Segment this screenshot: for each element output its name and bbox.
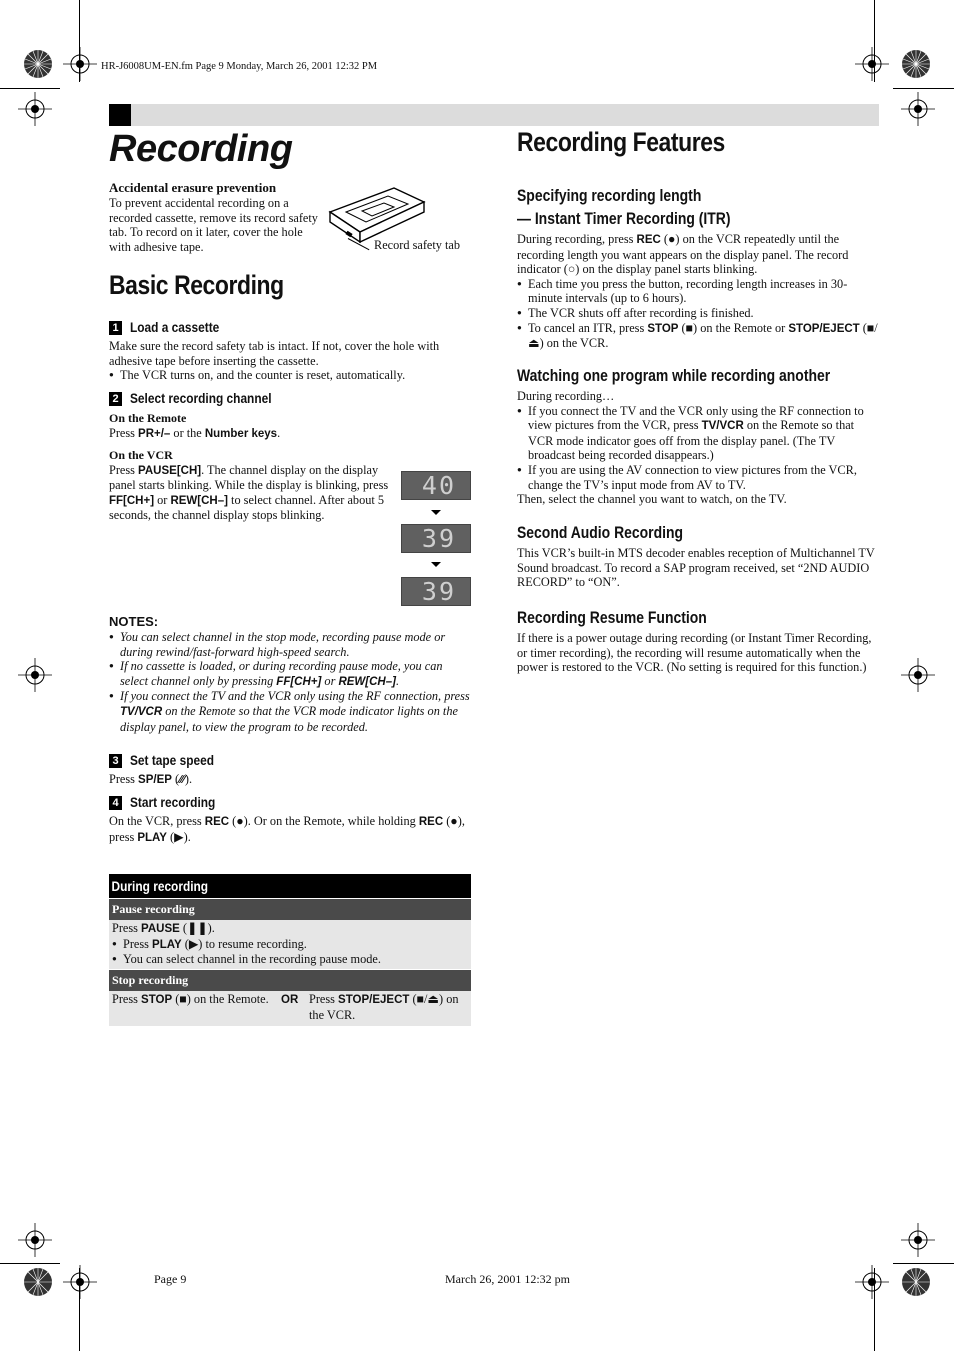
channel-display: 40 bbox=[401, 471, 471, 500]
recording-features-heading: Recording Features bbox=[517, 127, 725, 157]
watching-heading: Watching one program while recording another bbox=[517, 366, 831, 385]
itr-heading-1: Specifying recording length bbox=[517, 186, 702, 205]
itr-text: During recording, press REC (●) on the VCR repeatedly until the recording length you want appears on the display panel. The record indicator (○) on the display panel starts blinking. bbox=[517, 232, 849, 277]
crop-line bbox=[874, 0, 875, 82]
crosshair-target-icon bbox=[63, 1265, 97, 1299]
file-header: HR-J6008UM-EN.fm Page 9 Monday, March 26, 2001 12:32 PM bbox=[101, 61, 378, 72]
notes-heading: NOTES: bbox=[109, 614, 159, 629]
step-2-remote bbox=[109, 411, 464, 441]
note-item: ● You can select channel in the stop mode, recording pause mode or during rewind/fast-forward high-speed search. bbox=[109, 630, 471, 659]
pause-recording-heading: Pause recording bbox=[109, 899, 471, 920]
crop-line bbox=[0, 1263, 60, 1264]
resume-heading: Recording Resume Function bbox=[517, 608, 707, 627]
vcr-instruction: Press PAUSE[CH]. The channel display on the display panel starts blinking. While the display is blinking, press FF[CH+] or REW[CH–] to select channel. After about 5 seconds, the channel display stops blinking. bbox=[109, 462, 389, 523]
footer-date: March 26, 2001 12:32 pm bbox=[445, 1272, 570, 1286]
crosshair-target-icon bbox=[901, 1223, 935, 1257]
record-safety-tab-label: Record safety tab bbox=[374, 238, 461, 252]
itr-heading-2: — Instant Timer Recording (ITR) bbox=[517, 209, 731, 228]
on-the-remote-label: On the Remote bbox=[109, 411, 187, 425]
resume-text: If there is a power outage during recording (or Instant Timer Recording, or timer recording), the recording will resume automatically when the power is restored to the VCR. (No setting is required for this function.) bbox=[517, 631, 872, 675]
erasure-heading: Accidental erasure prevention bbox=[109, 180, 277, 195]
step-number: 1 bbox=[109, 321, 122, 335]
pause-bullet: ● Press PLAY (▶) to resume recording. bbox=[112, 937, 471, 953]
watching-intro: During recording… bbox=[517, 389, 615, 403]
itr-bullet: ● The VCR shuts off after recording is finished. bbox=[517, 306, 879, 321]
itr-bullet: ● To cancel an ITR, press STOP (■) on the Remote or STOP/EJECT (■/⏏) on the VCR. bbox=[517, 321, 879, 351]
watching-outro: Then, select the channel you want to watch, on the TV. bbox=[517, 492, 787, 507]
step-title: Set tape speed bbox=[130, 752, 215, 768]
tape-speed-icon: ∕∕∕ bbox=[179, 774, 185, 786]
stop-vcr-instruction: Press STOP/EJECT (■/⏏) on the VCR. bbox=[309, 992, 459, 1022]
watching-body bbox=[517, 389, 879, 507]
crosshair-target-icon bbox=[18, 1223, 52, 1257]
step-number: 3 bbox=[109, 754, 122, 768]
notes-list bbox=[109, 630, 471, 734]
sap-text: This VCR’s built-in MTS decoder enables reception of Multichannel TV Sound broadcast. To record a SAP program received, set “2ND AUDIO RECORD” to “ON”. bbox=[517, 546, 875, 590]
erasure-section bbox=[109, 180, 319, 254]
pause-instruction: Press PAUSE (❚❚). bbox=[112, 921, 215, 935]
step-1-bullet: ● The VCR turns on, and the counter is reset, automatically. bbox=[109, 368, 457, 383]
crop-line bbox=[874, 1268, 875, 1351]
arrow-down-icon bbox=[431, 562, 441, 567]
crosshair-target-icon bbox=[63, 47, 97, 81]
crosshair-target-icon bbox=[855, 47, 889, 81]
step-title: Select recording channel bbox=[130, 390, 272, 406]
itr-bullet: ● Each time you press the button, recording length increases in 30-minute intervals (up to 6 hours). bbox=[517, 277, 879, 306]
remote-instruction: Press PR+/– or the Number keys. bbox=[109, 425, 281, 440]
section-bar bbox=[109, 104, 879, 126]
or-label: OR bbox=[281, 994, 299, 1006]
watching-bullet: ● If you connect the TV and the VCR only using the RF connection to view pictures from the VCR, press TV/VCR on the Remote so that VCR mode indicator goes off from the display panel. (The TV broadcast being recorded disappears.) bbox=[517, 404, 879, 463]
registration-mark-icon bbox=[899, 1265, 933, 1299]
step-3-text: Press SP/EP (∕∕∕). bbox=[109, 772, 193, 786]
crop-line bbox=[0, 88, 60, 89]
page-number: Page 9 bbox=[154, 1272, 187, 1286]
stop-recording-heading: Stop recording bbox=[109, 970, 471, 991]
crop-line bbox=[893, 88, 954, 89]
crosshair-target-icon bbox=[18, 658, 52, 692]
pause-bullet: ● You can select channel in the recording pause mode. bbox=[112, 952, 471, 967]
step-title: Load a cassette bbox=[130, 319, 220, 335]
basic-recording-heading: Basic Recording bbox=[109, 270, 284, 300]
step-2-vcr bbox=[109, 448, 394, 523]
step-number: 4 bbox=[109, 796, 122, 810]
registration-mark-icon bbox=[21, 47, 55, 81]
stop-remote-instruction: Press STOP (■) on the Remote. bbox=[112, 992, 269, 1006]
arrow-down-icon bbox=[431, 510, 441, 515]
step-4-heading bbox=[109, 794, 230, 810]
step-title: Start recording bbox=[130, 794, 216, 810]
crosshair-target-icon bbox=[901, 92, 935, 126]
watching-bullet: ● If you are using the AV connection to view pictures from the VCR, change the TV’s input mode from AV to TV. bbox=[517, 463, 879, 492]
crop-line bbox=[893, 1263, 954, 1264]
step-3-heading bbox=[109, 752, 229, 768]
during-recording-title: During recording bbox=[109, 874, 471, 898]
crop-line bbox=[79, 1268, 80, 1351]
step-1-text: Make sure the record safety tab is intact. If not, cover the hole with adhesive tape before inserting the cassette. bbox=[109, 339, 440, 368]
crosshair-target-icon bbox=[901, 658, 935, 692]
stop-recording-body bbox=[109, 991, 471, 1026]
crosshair-target-icon bbox=[855, 1265, 889, 1299]
section-marker bbox=[109, 104, 131, 126]
step-1-heading bbox=[109, 319, 235, 335]
note-item: ● If you connect the TV and the VCR only using the RF connection, press TV/VCR on the Remote so that the VCR mode indicator lights on the display panel, to view the program to be recorded. bbox=[109, 689, 471, 734]
step-2-heading bbox=[109, 390, 297, 406]
crosshair-target-icon bbox=[18, 92, 52, 126]
sap-heading: Second Audio Recording bbox=[517, 523, 683, 542]
note-item: ● If no cassette is loaded, or during recording pause mode, you can select channel only by pressing FF[CH+] or REW[CH–]. bbox=[109, 659, 471, 689]
on-the-vcr-label: On the VCR bbox=[109, 448, 173, 462]
page-title: Recording bbox=[109, 128, 293, 170]
registration-mark-icon bbox=[899, 47, 933, 81]
step-number: 2 bbox=[109, 392, 122, 406]
pause-recording-body bbox=[109, 920, 471, 969]
itr-body bbox=[517, 232, 879, 351]
crop-line bbox=[79, 0, 80, 82]
step-4-text: On the VCR, press REC (●). Or on the Remote, while holding REC (●), press PLAY (▶). bbox=[109, 814, 465, 844]
channel-display: 39 bbox=[401, 577, 471, 606]
channel-display: 39 bbox=[401, 524, 471, 553]
erasure-text: To prevent accidental recording on a recorded cassette, remove its record safety tab. To record on it later, cover the hole with adhesive tape. bbox=[109, 196, 318, 254]
registration-mark-icon bbox=[21, 1265, 55, 1299]
step-1-body bbox=[109, 339, 457, 383]
